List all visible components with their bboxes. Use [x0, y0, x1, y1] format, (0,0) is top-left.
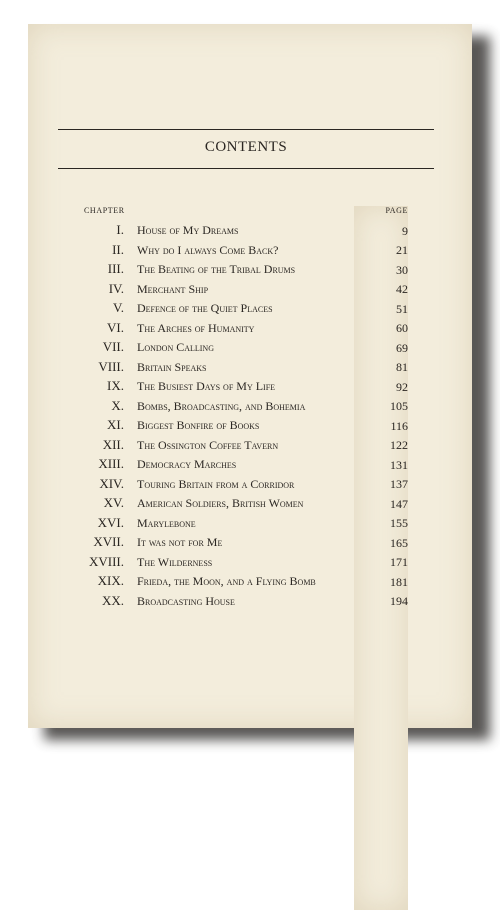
chapter-title: Defence of the Quiet Places	[137, 301, 273, 315]
contents-entry	[28, 571, 472, 591]
book-page	[28, 24, 472, 728]
chapter-title: American Soldiers, British Women	[137, 496, 304, 510]
page-number: 81	[396, 360, 408, 374]
chapter-title: It was not for Me	[137, 535, 223, 549]
contents-entry	[28, 298, 472, 318]
page-number: 69	[396, 340, 408, 355]
page-number: 42	[396, 282, 408, 296]
contents-list	[28, 220, 472, 610]
page-number: 155	[390, 516, 408, 530]
page-number: 181	[390, 574, 408, 589]
contents-entry	[28, 337, 472, 357]
chapter-title: Britain Speaks	[137, 359, 207, 374]
chapter-title: The Beating of the Tribal Drums	[137, 262, 296, 276]
chapter-title: The Busiest Days of My Life	[137, 379, 276, 393]
chapter-number: VI.	[107, 319, 124, 335]
chapter-title: Biggest Bonfire of Books	[137, 418, 260, 432]
contents-entry	[28, 220, 472, 240]
chapter-title: Frieda, the Moon, and a Flying Bomb	[137, 574, 316, 588]
contents-entry	[28, 493, 472, 513]
page-number: 171	[390, 555, 408, 569]
chapter-title: Bombs, Broadcasting, and Bohemia	[137, 398, 306, 413]
chapter-title: The Wilderness	[137, 554, 213, 569]
chapter-number: II.	[112, 241, 124, 257]
page-number: 21	[396, 243, 408, 257]
chapter-number: V.	[113, 300, 124, 315]
page-number: 122	[390, 438, 408, 452]
contents-entry	[28, 357, 472, 377]
contents-entry	[28, 532, 472, 552]
contents-entry	[28, 240, 472, 260]
page-number: 116	[390, 418, 408, 433]
chapter-number: XII.	[102, 436, 124, 452]
chapter-number: XI.	[107, 417, 124, 432]
chapter-number: XVII.	[93, 534, 124, 549]
contents-entry	[28, 259, 472, 279]
page-number: 137	[390, 477, 408, 491]
chapter-column-header: CHAPTER	[84, 206, 125, 215]
chapter-title: The Arches of Humanity	[137, 320, 255, 335]
page-number: 30	[396, 262, 408, 277]
chapter-number: XVIII.	[88, 553, 124, 569]
contents-entry	[28, 513, 472, 533]
chapter-title: London Calling	[137, 340, 214, 354]
chapter-number: XIV.	[99, 475, 124, 491]
chapter-title: Marylebone	[137, 515, 196, 530]
contents-entry	[28, 454, 472, 474]
chapter-number: XIX.	[97, 573, 124, 588]
page-number: 51	[396, 301, 408, 316]
chapter-number: VII.	[102, 339, 124, 354]
contents-entry	[28, 415, 472, 435]
chapter-number: VIII.	[98, 358, 124, 374]
contents-entry	[28, 474, 472, 494]
chapter-title: The Ossington Coffee Tavern	[137, 437, 279, 452]
chapter-title: Touring Britain from a Corridor	[137, 476, 295, 491]
contents-heading: CONTENTS	[204, 139, 288, 155]
chapter-number: XX.	[101, 592, 124, 608]
page-number: 105	[390, 399, 408, 413]
chapter-title: Broadcasting House	[137, 593, 235, 608]
contents-entry	[28, 396, 472, 416]
bottom-rule	[58, 168, 434, 169]
chapter-number: XIII.	[98, 456, 124, 471]
chapter-number: XV.	[103, 495, 124, 510]
page-number: 92	[396, 379, 408, 394]
page-number: 9	[402, 223, 408, 238]
page-number: 131	[390, 457, 408, 472]
chapter-number: IV.	[108, 280, 124, 296]
chapter-title: House of My Dreams	[137, 223, 239, 237]
contents-entry	[28, 279, 472, 299]
contents-entry	[28, 318, 472, 338]
contents-entry	[28, 376, 472, 396]
chapter-title: Merchant Ship	[137, 281, 209, 296]
chapter-number: X.	[111, 397, 124, 413]
contents-entry	[28, 591, 472, 611]
page-number: 147	[390, 496, 408, 511]
page-number: 60	[396, 321, 408, 335]
page-number: 194	[390, 594, 408, 608]
chapter-number: III.	[107, 261, 124, 276]
contents-entry	[28, 552, 472, 572]
page-number: 165	[390, 535, 408, 550]
chapter-number: IX.	[107, 378, 124, 393]
chapter-title: Why do I always Come Back?	[137, 242, 279, 257]
contents-entry	[28, 435, 472, 455]
page-column-header: PAGE	[354, 206, 408, 910]
chapter-title: Democracy Marches	[137, 457, 237, 471]
chapter-number: XVI.	[97, 514, 124, 530]
chapter-number: I.	[116, 222, 124, 237]
top-rule	[58, 129, 434, 130]
